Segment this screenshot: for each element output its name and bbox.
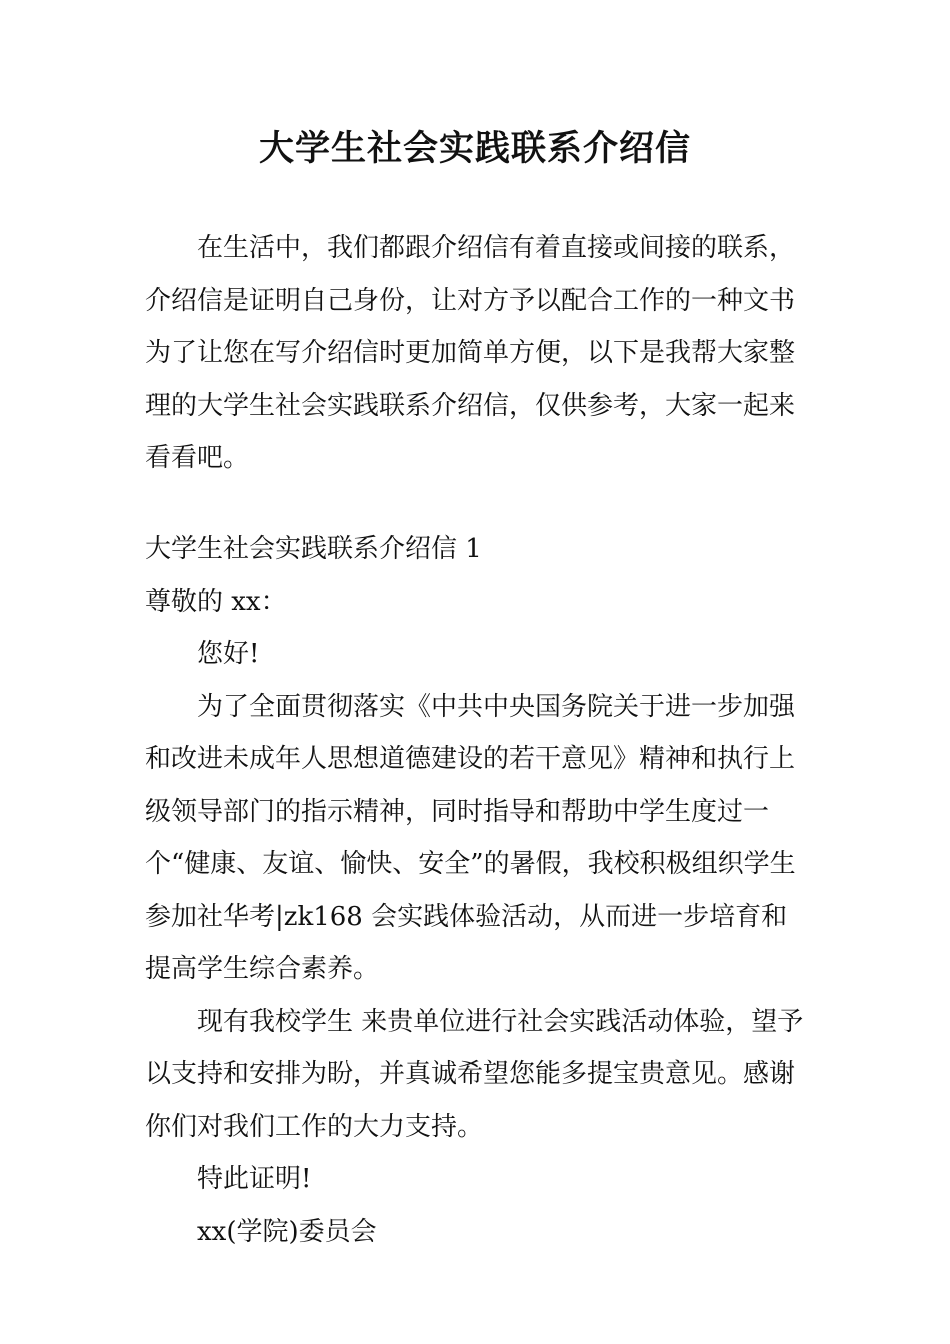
signature: xx(学院)委员会 [197,1216,377,1247]
intro-block [145,222,810,485]
greeting: 您好! [197,639,260,669]
letter-paragraph-2: 现有我校学生 来贵单位进行社会实践活动体验，望予以支持和安排为盼，并真诚希望您能多提宝贵意见。感谢你们对我们工作的大力支持。 [145,1006,804,1142]
closing-line: 特此证明! [197,1164,312,1194]
intro-paragraph: 在生活中，我们都跟介绍信有着直接或间接的联系，介绍信是证明自己身份，让对方予以配合工作的一种文书为了让您在写介绍信时更加简单方便，以下是我帮大家整理的大学生社会实践联系介绍信，仅供参考，大家一起来看看吧。 [145,233,796,473]
letter-paragraph-1: 为了全面贯彻落实《中共中央国务院关于进一步加强和改进未成年人思想道德建设的若干意见》精神和执行上级领导部门的指示精神，同时指导和帮助中学生度过一个“健康、友谊、愉快、安全”的暑假，我校积极组织学生参加社华考|zk168 会实践体验活动，从而进一步培育和提高学生综合素养。 [145,691,796,984]
letter-heading: 大学生社会实践联系介绍信 1 [145,534,482,564]
letter-block [145,523,810,1258]
document-title: 大学生社会实践联系介绍信 [258,129,691,169]
salutation: 尊敬的 xx： [145,586,287,617]
